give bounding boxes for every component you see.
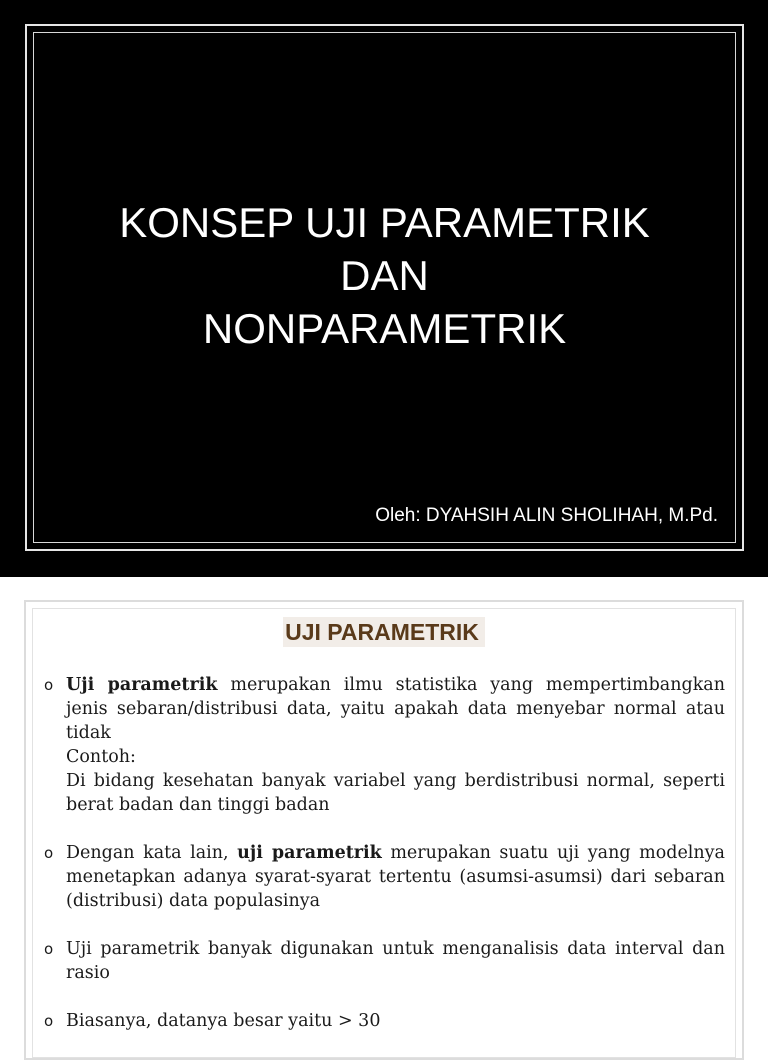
example-label: Contoh: <box>66 747 136 767</box>
title-line-1: KONSEP UJI PARAMETRIK <box>119 199 650 246</box>
slide-title <box>33 196 736 355</box>
bullet-item <box>44 841 725 913</box>
bullet-circle-icon: o <box>44 676 54 694</box>
section-title: UJI PARAMETRIK <box>0 617 768 647</box>
bullet-text: Dengan kata lain, uji parametrik merupakan suatu uji yang modelnya menetapkan adanya syarat-syarat tertentu (asumsi-asumsi) dari sebaran (distribusi) data populasinya <box>66 843 725 911</box>
bullet-list <box>44 673 725 1057</box>
bullet-text: Uji parametrik banyak digunakan untuk menganalisis data interval dan rasio <box>66 939 725 983</box>
bullet-item <box>44 1009 725 1033</box>
bullet-circle-icon: o <box>44 844 54 862</box>
bullet-item <box>44 673 725 817</box>
bullet-text: Uji parametrik merupakan ilmu statistika yang mempertimbangkan jenis sebaran/distribusi data, yaitu apakah data menyebar normal atau tidak <box>66 675 726 743</box>
title-line-3: NONPARAMETRIK <box>202 305 567 352</box>
bold-term: Uji parametrik <box>66 675 218 695</box>
bullet-item <box>44 937 725 985</box>
bullet-circle-icon: o <box>44 940 54 958</box>
example-text: Di bidang kesehatan banyak variabel yang berdistribusi normal, seperti berat badan dan tinggi badan <box>66 771 725 815</box>
bullet-text: Biasanya, datanya besar yaitu > 30 <box>66 1011 381 1031</box>
title-line-2: DAN <box>340 252 429 299</box>
content-slide <box>0 577 768 1031</box>
bold-term: uji parametrik <box>237 843 382 863</box>
author-credit: Oleh: DYAHSIH ALIN SHOLIHAH, M.Pd. <box>375 505 718 526</box>
bullet-circle-icon: o <box>44 1012 54 1030</box>
